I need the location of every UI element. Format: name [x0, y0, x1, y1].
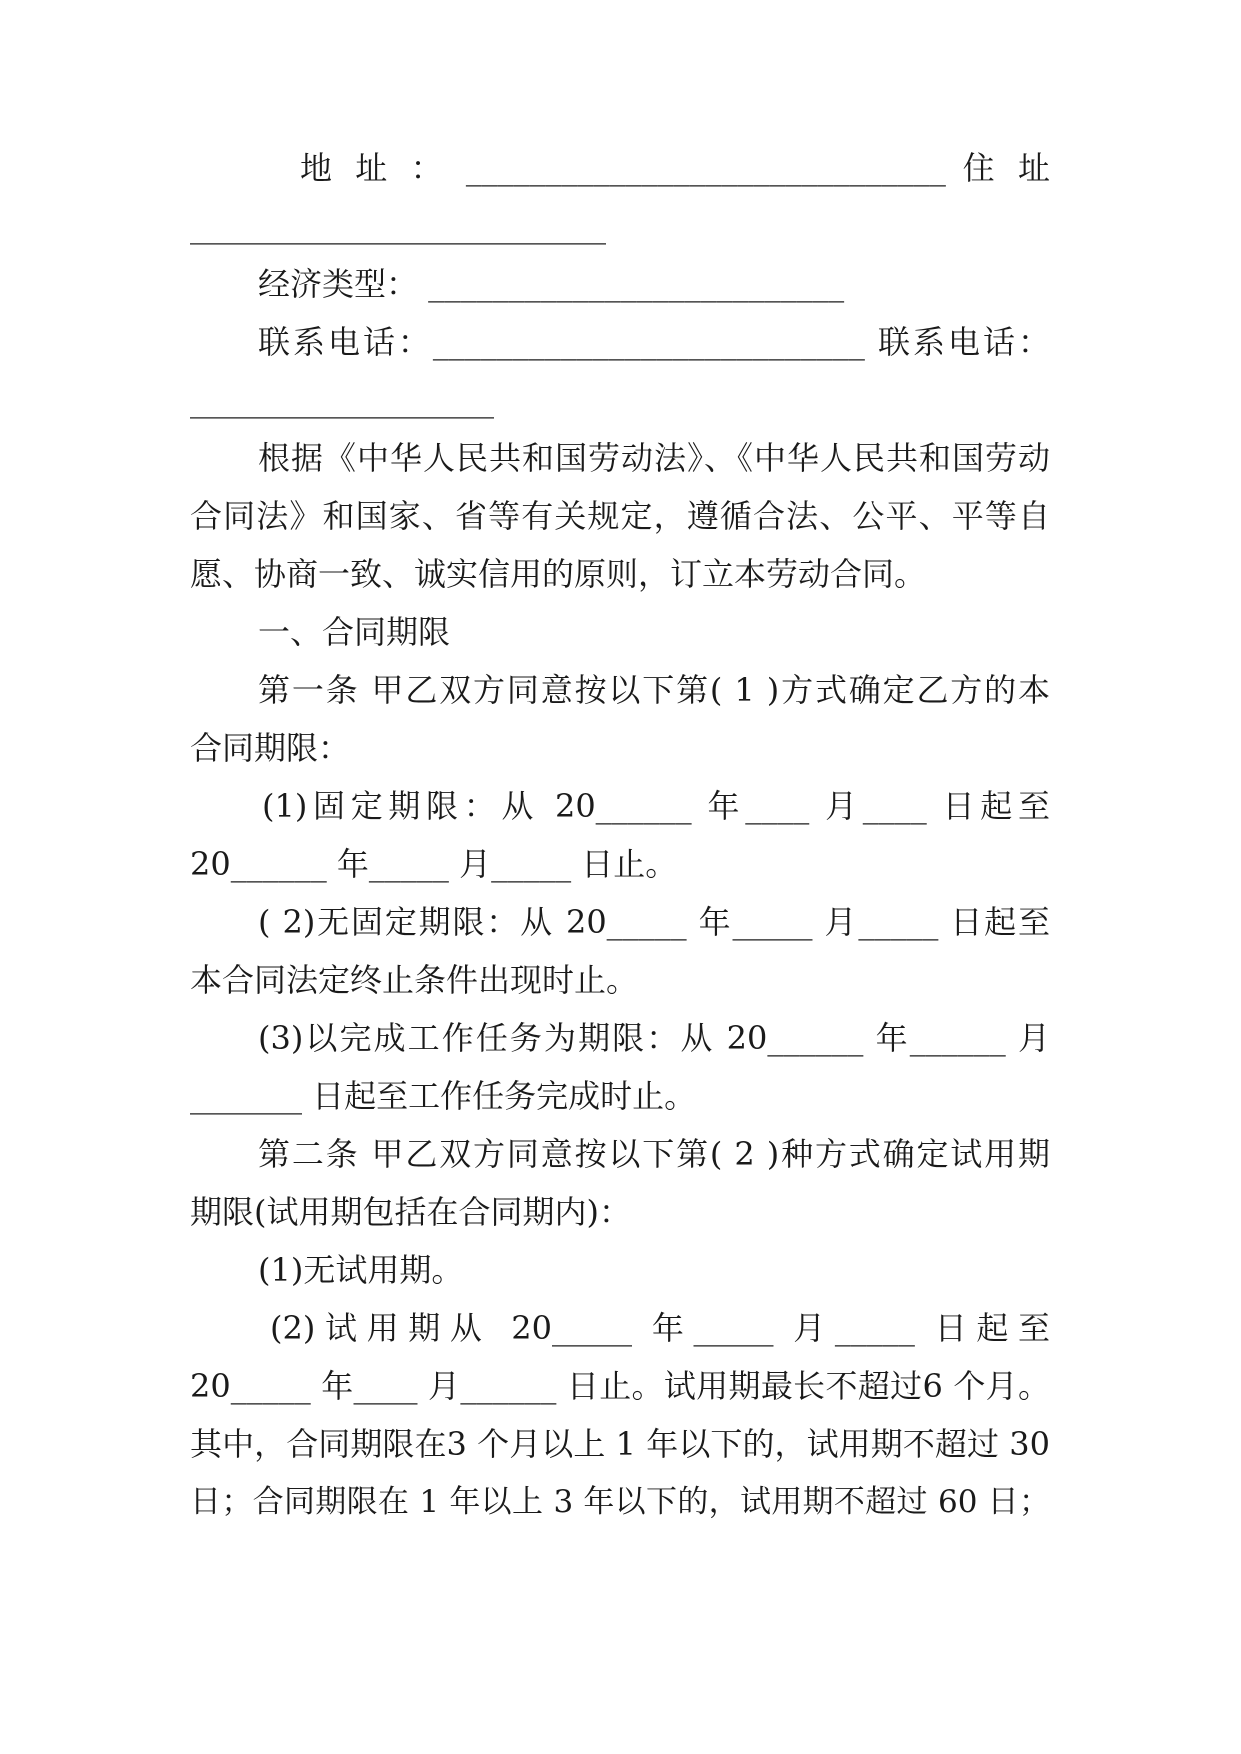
article-1-line-2: 合同期限：: [190, 729, 351, 767]
section-heading-term: 一、合同期限: [258, 613, 451, 651]
open-term-line-2: 本合同法定终止条件出现时止。: [190, 961, 639, 999]
phone-underline: ___________________: [190, 381, 494, 419]
article-2-line-1: 第二条 甲乙双方同意按以下第( 2 )种方式确定试用期: [258, 1135, 1050, 1173]
address-line: 地 址 ： ______________________________ 住 址: [300, 149, 1050, 187]
preamble-line-3: 愿、协商一致、诚实信用的原则，订立本劳动合同。: [190, 555, 927, 593]
no-probation-line: (1)无试用期。: [258, 1251, 464, 1289]
task-term-line-2: _______ 日起至工作任务完成时止。: [190, 1077, 697, 1115]
fixed-term-line-1: (1)固定期限：从 20______ 年____ 月____ 日起至: [262, 787, 1050, 825]
preamble-line-1: 根据《中华人民共和国劳动法》、《中华人民共和国劳动: [258, 439, 1050, 477]
preamble-line-2: 合同法》和国家、省等有关规定，遵循合法、公平、平等自: [190, 497, 1050, 535]
task-term-line-1: (3)以完成工作任务为期限：从 20______ 年______ 月: [258, 1019, 1050, 1057]
probation-line-4: 日；合同期限在 1 年以上 3 年以下的，试用期不超过 60 日；: [190, 1484, 1050, 1520]
phone-line: 联系电话：___________________________ 联系电话：: [258, 323, 1050, 361]
economic-type-line: 经济类型： __________________________: [258, 265, 845, 303]
article-2-line-2: 期限(试用期包括在合同期内)：: [190, 1193, 631, 1231]
address-underline: __________________________: [190, 207, 606, 245]
probation-line-1: (2)试用期从 20_____ 年_____ 月_____ 日起至: [270, 1309, 1050, 1347]
probation-line-2: 20_____ 年____ 月______ 日止。试用期最长不超过6 个月。: [190, 1367, 1050, 1405]
probation-line-3: 其中，合同期限在3 个月以上 1 年以下的，试用期不超过 30: [190, 1425, 1050, 1463]
article-1-line-1: 第一条 甲乙双方同意按以下第( 1 )方式确定乙方的本: [258, 671, 1050, 709]
open-term-line-1: ( 2)无固定期限：从 20_____ 年_____ 月_____ 日起至: [258, 903, 1050, 941]
fixed-term-line-2: 20______ 年_____ 月_____ 日止。: [190, 845, 678, 883]
